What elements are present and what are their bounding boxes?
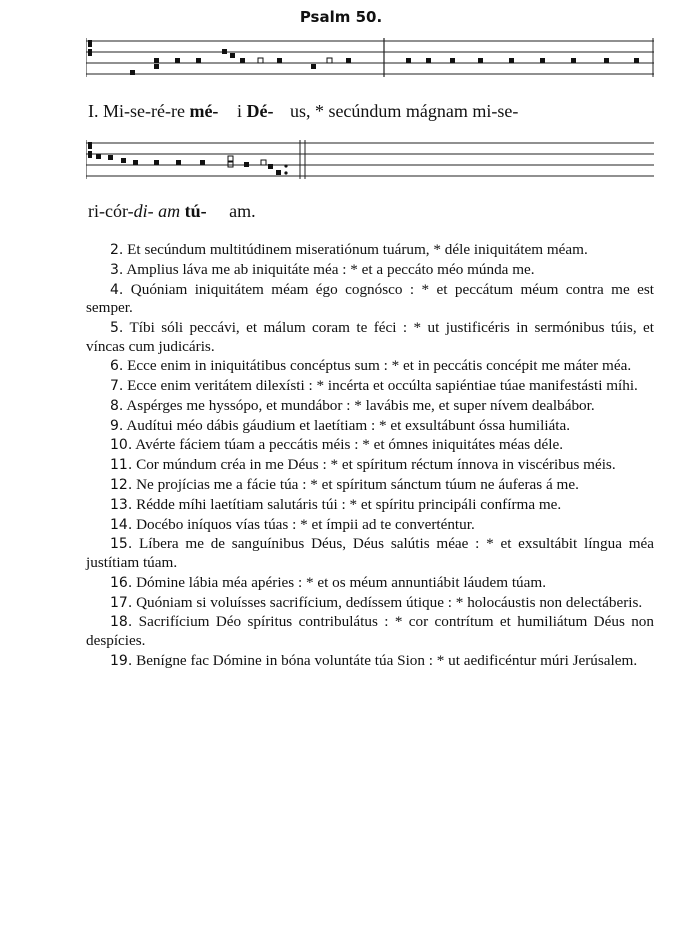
verse-text: Ecce enim in iniquitátibus concéptus sum : * et in peccátis concépit me máter méa. (127, 357, 632, 375)
verse-text: Sacrifícium Déo spíritus contribulátus : * cor contrítum et humiliátum Déus non despícies. (86, 613, 654, 649)
lyric-segment: di- (133, 201, 154, 221)
verse-number: 18. (110, 614, 133, 631)
verse-text: Audítui méo dábis gáudium et laetítiam : * et exsultábunt óssa humiliáta. (126, 416, 571, 434)
verse (86, 535, 654, 572)
chant-staff-2 (86, 140, 654, 186)
verse-number: 2. (110, 242, 124, 258)
verse-number: 19. (110, 652, 133, 669)
verse-number: 15. (110, 536, 133, 553)
verse-text: Amplius láva me ab iniquitáte méa : * et a peccáto méo múnda me. (126, 260, 535, 278)
verse (86, 357, 654, 376)
verse-number: 3. (110, 261, 124, 278)
verse-text: Rédde míhi laetítiam salutáris túi : * et spíritu principáli confírma me. (136, 495, 562, 513)
verse-text: Et secúndum multitúdinem miseratiónum tuárum, * déle iniquitátem méam. (127, 241, 588, 258)
verse (86, 417, 654, 436)
verse (86, 319, 654, 356)
verse-number: 8. (110, 397, 124, 414)
verse (86, 594, 654, 613)
lyric-segment: tú- (184, 201, 207, 221)
verse-number: 13. (110, 496, 133, 513)
lyric-segment: ri-cór- (88, 201, 134, 221)
chant-staff-1 (86, 38, 654, 82)
verse (86, 377, 654, 396)
verse-text: Quóniam iniquitátem méam égo cognósco : * et peccátum méum contra me est semper. (86, 280, 654, 317)
verse (86, 574, 654, 593)
verse-text: Docébo iníquos vías túas : * et ímpii ad te converténtur. (136, 515, 475, 533)
verse (86, 241, 654, 260)
verse-number: 10. (110, 437, 133, 454)
verse (86, 456, 654, 475)
psalm-verses (86, 241, 654, 671)
verse-number: 16. (110, 574, 133, 591)
verse-number: 14. (110, 516, 133, 533)
verse-number: 6. (110, 358, 124, 375)
c-clef-icon (88, 40, 92, 56)
verse-number: 5. (110, 319, 124, 336)
verse-number: 9. (110, 417, 124, 434)
lyric-segment: i (236, 101, 242, 121)
verse-text: Avérte fáciem túam a peccátis méis : * et ómnes iniquitátes méas déle. (135, 436, 563, 454)
verse (86, 397, 654, 416)
lyric-segment: mé- (189, 101, 219, 121)
verse-text: Tíbi sóli peccávi, et málum coram te féci : * ut justificéris in sermónibus túis, et víncas cum judicáris. (86, 318, 654, 355)
verse-number: 17. (110, 594, 133, 611)
lyric-segment: am. (229, 201, 256, 221)
verse-text: Ecce enim veritátem dilexísti : * incérta et occúlta sapiéntiae túae manifestásti míhi. (127, 377, 638, 395)
c-clef-icon (88, 142, 92, 158)
verse-text: Ne projícias me a fácie túa : * et spíritum sánctum túum ne áuferas á me. (136, 476, 579, 493)
page-title: Psalm 50. (299, 8, 383, 26)
verse-text: Aspérges me hyssópo, et mundábor : * lavábis me, et super nívem dealbábor. (126, 396, 595, 414)
verse (86, 496, 654, 515)
chant-lyric-line-2 (88, 201, 256, 222)
verse (86, 281, 654, 318)
verse-number: 12. (110, 477, 133, 493)
verse-number: 7. (110, 378, 124, 395)
verse (86, 476, 654, 495)
verse-number: 11. (110, 457, 133, 474)
lyric-segment: I. Mi-se-ré-re (88, 101, 185, 121)
lyric-segment: am (158, 201, 181, 221)
verse-text: Cor múndum créa in me Déus : * et spíritum réctum ínnova in viscéribus méis. (136, 456, 616, 474)
verse-number: 4. (110, 281, 124, 298)
verse (86, 261, 654, 280)
verse-text: Dómine lábia méa apéries : * et os méum annuntiábit láudem túam. (136, 573, 547, 591)
lyric-segment: Dé- (246, 101, 274, 121)
lyric-segment: us, * secúndum mágnam mi-se- (289, 101, 519, 121)
verse-text: Benígne fac Dómine in bóna voluntáte túa Sion : * ut aedificéntur múri Jerúsalem. (136, 651, 638, 669)
verse (86, 436, 654, 455)
verse (86, 516, 654, 535)
verse (86, 613, 654, 650)
verse-text: Líbera me de sanguínibus Déus, Déus salútis méae : * et exsultábit língua méa justítiam túam. (86, 535, 654, 571)
verse (86, 652, 654, 671)
chant-lyric-line-1 (88, 101, 518, 122)
verse-text: Quóniam si voluísses sacrifícium, dedíssem útique : * holocáustis non delectáberis. (136, 593, 643, 611)
